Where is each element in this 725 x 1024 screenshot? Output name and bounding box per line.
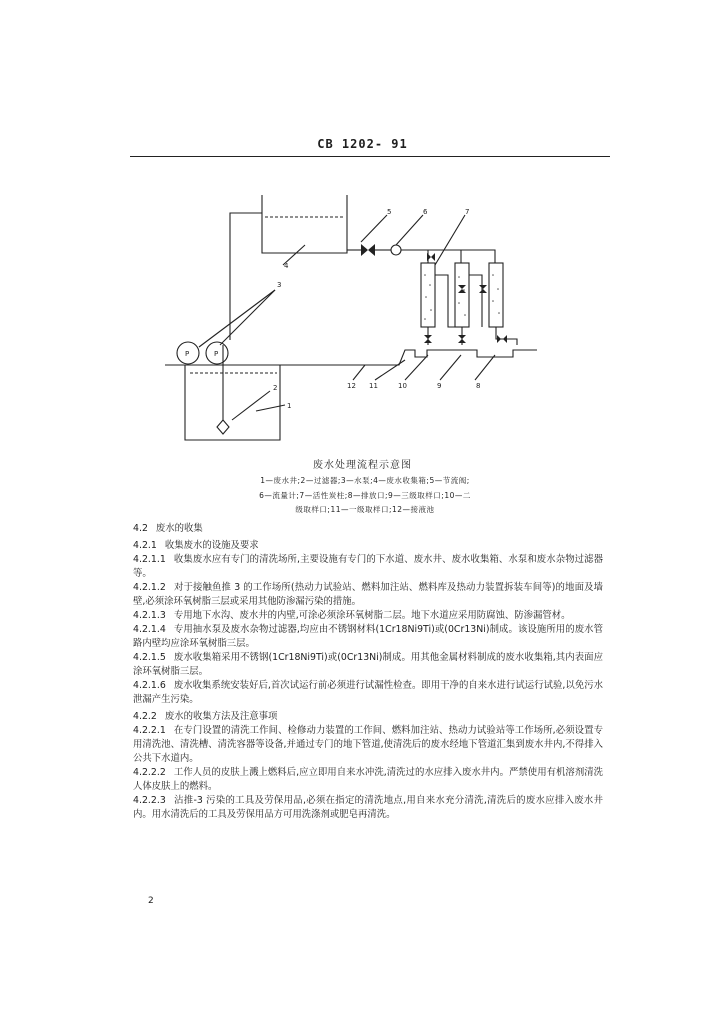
callout-8: 8	[476, 382, 481, 390]
flowmeter-6	[391, 245, 401, 255]
collection-tank	[262, 195, 347, 253]
callout-12: 12	[347, 382, 356, 390]
leader-3b	[220, 290, 275, 345]
leader-9	[440, 355, 461, 380]
leader-11	[375, 360, 405, 380]
filter-2	[217, 420, 229, 434]
leader-10	[405, 355, 428, 380]
leader-5	[361, 215, 387, 242]
paragraph: 4.2.1.1 收集废水应有专门的清洗场所,主要设施有专门的下水道、废水井、废水收集箱、水泵和废水杂物过滤器等。	[133, 554, 603, 579]
figure-legend	[230, 474, 500, 518]
paragraph: 4.2.1.4 专用抽水泵及废水杂物过滤器,均应由不锈钢材料(1Cr18Ni9Ti)或(0Cr13Ni)制成。该设施所用的废水管路内壁均应涂环氧树脂三层。	[133, 624, 603, 649]
legend-line: 级取样口;11—一级取样口;12—接液池	[295, 505, 435, 514]
callout-7: 7	[465, 208, 470, 216]
header-rule	[130, 156, 610, 157]
paragraph: 4.2.1.2 对于接触鱼推 3 的工作场所(热动力试验站、燃料加注站、燃料库及热动力装置拆装车间等)的地面及墙壁,必须涂环氧树脂三层或采用其他防渗漏污染的措施。	[133, 582, 603, 607]
standard-code: CB 1202- 91	[317, 137, 408, 151]
distribution-pipe	[401, 250, 495, 263]
callout-1: 1	[287, 402, 292, 410]
link-valve-2	[479, 285, 487, 293]
section-heading: 4.2.1 收集废水的设施及要求	[133, 540, 259, 551]
callout-6: 6	[423, 208, 428, 216]
leader-8	[475, 355, 495, 380]
carbon-column-2	[455, 263, 469, 327]
link-valve-1	[458, 285, 466, 293]
section-heading: 4.2 废水的收集	[133, 523, 203, 534]
callout-5: 5	[387, 208, 392, 216]
paragraph: 4.2.2.1 在专门设置的清洗工作间、检修动力装置的工作间、燃料加注站、热动力试验站等工作场所,必须设置专用清洗池、清洗槽、清洗容器等设备,并通过专门的地下管道,使清洗后的废水经地下管道汇集到废水井内,不得排入公共下水道内。	[133, 725, 603, 764]
callout-9: 9	[437, 382, 442, 390]
throttle-valve-5	[361, 244, 375, 256]
link-2-3	[469, 275, 482, 327]
page-number: 2	[148, 896, 154, 906]
pump-label-left: P	[185, 350, 190, 358]
paragraph: 4.2.1.5 废水收集箱采用不锈钢(1Cr18Ni9Ti)或(0Cr13Ni)制成。用其他金属材料制成的废水收集箱,其内表面应涂环氧树脂三层。	[133, 652, 603, 677]
carbon-column-3	[489, 263, 503, 327]
leader-6	[396, 215, 423, 245]
section-heading: 4.2.2 废水的收集方法及注意事项	[133, 711, 278, 722]
pump-label-right: P	[214, 350, 219, 358]
body-text	[133, 519, 603, 822]
leader-12	[353, 365, 365, 380]
link-1-2	[435, 275, 462, 327]
legend-line: 1—废水井;2—过滤器;3—水泵;4—废水收集箱;5—节流阀;	[260, 476, 470, 485]
figure-title: 废水处理流程示意图	[313, 460, 412, 471]
leader-3a	[199, 290, 275, 347]
sample-valve-11	[424, 335, 432, 343]
callout-10: 10	[398, 382, 407, 390]
leader-2	[232, 391, 270, 420]
paragraph: 4.2.2.2 工作人员的皮肤上溅上燃料后,应立即用自来水冲洗,清洗过的水应排入废水井内。严禁使用有机溶剂清洗人体皮肤上的燃料。	[133, 767, 603, 792]
process-flow-diagram	[165, 195, 555, 445]
legend-line: 6—流量计;7—活性炭柱;8—排放口;9—三级取样口;10—二	[259, 490, 471, 500]
callout-11: 11	[369, 382, 378, 390]
paragraph: 4.2.1.3 专用地下水沟、废水井的内壁,可涂必须涂环氧树脂二层。地下水道应采用防腐蚀、防渗漏管材。	[133, 610, 571, 621]
carbon-column-1	[421, 263, 435, 327]
waste-well	[185, 365, 280, 440]
callout-2: 2	[273, 384, 278, 392]
callout-4: 4	[284, 262, 289, 270]
paragraph: 4.2.1.6 废水收集系统安装好后,首次试运行前必须进行试漏性检查。即用干净的自来水进行试运行试验,以免污水泄漏产生污染。	[133, 680, 603, 705]
leader-1	[256, 405, 285, 411]
inlet-pipe	[230, 213, 262, 340]
sample-valve-10	[458, 335, 466, 343]
callout-3: 3	[277, 281, 282, 289]
paragraph: 4.2.2.3 沾推-3 污染的工具及劳保用品,必须在指定的清洗地点,用自来水充分清洗,清洗后的废水应排入废水井内。用水清洗后的工具及劳保用品方可用洗涤剂或肥皂再清洗。	[133, 795, 603, 820]
